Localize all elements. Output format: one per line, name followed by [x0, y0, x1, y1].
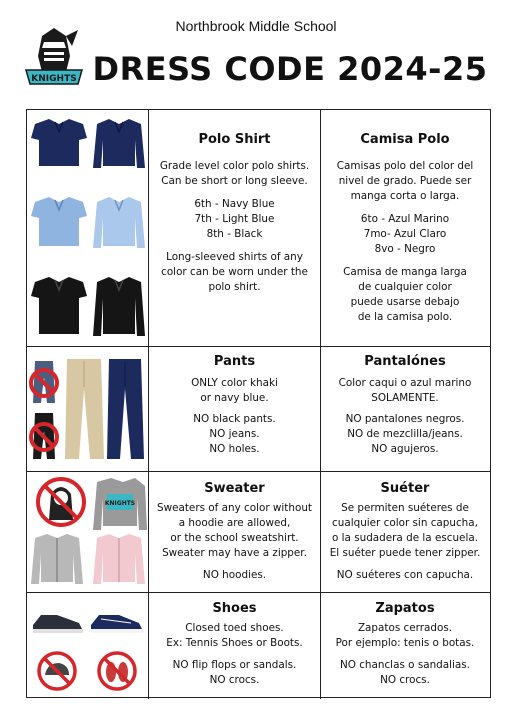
- polo-heading-en: Polo Shirt: [198, 132, 271, 147]
- text-line: puede usarse debajo: [350, 296, 460, 308]
- spacer: [327, 204, 483, 212]
- knight-helmet-icon: [22, 26, 86, 92]
- spacer: [155, 651, 314, 658]
- text-line: 7th - Light Blue: [194, 213, 275, 225]
- text-line: Por ejemplo: tenis o botas.: [335, 637, 475, 649]
- spacer: [155, 561, 314, 568]
- text-line: 8vo - Negro: [374, 243, 436, 255]
- polo-images: [27, 110, 149, 346]
- lightblue-polo-short-image: [31, 197, 87, 246]
- text-line: NO chanclas o sandalias.: [339, 659, 471, 671]
- logo-text: KNIGHTS: [31, 74, 77, 84]
- shoes-spanish: [321, 593, 489, 699]
- shoes-heading-es: Zapatos: [375, 601, 435, 616]
- text-line: Color caqui o azul marino: [338, 377, 472, 389]
- text-line: NO jeans.: [209, 428, 260, 440]
- text-line: NO flip flops or sandals.: [172, 659, 297, 671]
- spacer: [155, 242, 314, 250]
- section-pants: [27, 347, 490, 472]
- text-line: NO holes.: [209, 443, 260, 455]
- text-line: NO pantalones negros.: [345, 413, 465, 425]
- text-line: NO hoodies.: [202, 569, 267, 581]
- black-polo-long-image: [93, 277, 145, 336]
- section-polo: [27, 110, 490, 347]
- text-line: NO crocs.: [209, 674, 260, 686]
- text-line: SOLAMENTE.: [371, 392, 439, 404]
- shoes-heading-en: Shoes: [212, 601, 257, 616]
- text-line: Se permiten suéteres de: [341, 502, 469, 514]
- spacer: [327, 561, 483, 568]
- polo-heading-es: Camisa Polo: [360, 132, 450, 147]
- pants-heading-en: Pants: [213, 354, 256, 369]
- school-sweatshirt-image: [93, 478, 147, 530]
- text-line: NO black pants.: [193, 413, 276, 425]
- navy-polo-long-image: [93, 119, 145, 168]
- text-line: Long-sleeved shirts of any: [166, 251, 303, 263]
- no-crocs-icon: [39, 653, 75, 689]
- no-hoodie-icon: [38, 479, 84, 525]
- text-line: NO de mezclilla/jeans.: [347, 428, 463, 440]
- shoes-images: [27, 593, 149, 699]
- text-line: NO agujeros.: [371, 443, 439, 455]
- sweater-english: [149, 472, 321, 592]
- text-line: Closed toed shoes.: [185, 622, 284, 634]
- khaki-pants-image: [65, 359, 104, 459]
- text-line: Zapatos cerrados.: [357, 622, 453, 634]
- text-line: manga corta o larga.: [350, 190, 460, 202]
- text-line: nivel de grado. Puede ser: [338, 175, 472, 187]
- pink-zip-sweater-image: [93, 534, 145, 584]
- no-flip-flops-icon: [99, 653, 135, 689]
- boat-shoe-image: [91, 615, 143, 633]
- shoes-english: [149, 593, 321, 699]
- dress-code-table: [26, 109, 491, 698]
- text-line: Sweater may have a zipper.: [162, 547, 307, 559]
- text-line: 7mo- Azul Claro: [363, 228, 447, 240]
- text-line: 6to - Azul Marino: [360, 213, 450, 225]
- text-line: color can be worn under the: [161, 266, 308, 278]
- lightblue-polo-long-image: [93, 197, 145, 248]
- spacer: [155, 189, 314, 197]
- text-line: Grade level color polo shirts.: [159, 160, 310, 172]
- text-line: El suéter puede tener zipper.: [329, 547, 481, 559]
- black-polo-short-image: [31, 277, 87, 334]
- text-line: NO suéteres con capucha.: [336, 569, 474, 581]
- text-line: cualquier color sin capucha,: [332, 517, 478, 529]
- page-title: DRESS CODE 2024-25: [92, 50, 488, 88]
- text-line: o la sudadera de la escuela.: [331, 532, 478, 544]
- sweater-images: [27, 472, 149, 592]
- text-line: de cualquier color: [358, 281, 452, 293]
- text-line: Sweaters of any color without: [157, 502, 312, 514]
- sweatshirt-text: KNIGHTS: [104, 500, 136, 507]
- text-line: NO crocs.: [380, 674, 430, 686]
- text-line: Ex: Tennis Shoes or Boots.: [166, 637, 303, 649]
- tennis-shoe-image: [33, 615, 83, 633]
- text-line: 6th - Navy Blue: [194, 198, 275, 210]
- text-line: Camisas polo del color del: [336, 160, 474, 172]
- spacer: [327, 651, 483, 658]
- text-line: polo shirt.: [208, 281, 261, 293]
- text-line: a hoodie are allowed,: [178, 517, 291, 529]
- text-line: 8th - Black: [206, 228, 263, 240]
- text-line: Camisa de manga larga: [343, 266, 467, 278]
- sweater-spanish: [321, 472, 489, 592]
- text-line: Can be short or long sleeve.: [161, 175, 308, 187]
- pants-spanish: [321, 347, 489, 471]
- navy-pants-image: [107, 359, 144, 459]
- pants-heading-es: Pantalónes: [364, 354, 446, 369]
- section-sweater: [27, 472, 490, 593]
- pants-english: [149, 347, 321, 471]
- section-shoes: [27, 593, 490, 699]
- text-line: de la camisa polo.: [357, 311, 453, 323]
- navy-polo-short-image: [31, 119, 87, 166]
- polo-spanish: [321, 110, 489, 346]
- school-name: Northbrook Middle School: [175, 18, 337, 34]
- sweater-heading-es: Suéter: [380, 481, 430, 496]
- polo-english: [149, 110, 321, 346]
- text-line: or navy blue.: [200, 392, 269, 404]
- gray-zip-sweater-image: [31, 534, 83, 584]
- text-line: or the school sweatshirt.: [170, 532, 299, 544]
- spacer: [327, 257, 483, 265]
- sweater-heading-en: Sweater: [204, 481, 265, 496]
- pants-images: [27, 347, 149, 471]
- text-line: ONLY color khaki: [191, 377, 278, 389]
